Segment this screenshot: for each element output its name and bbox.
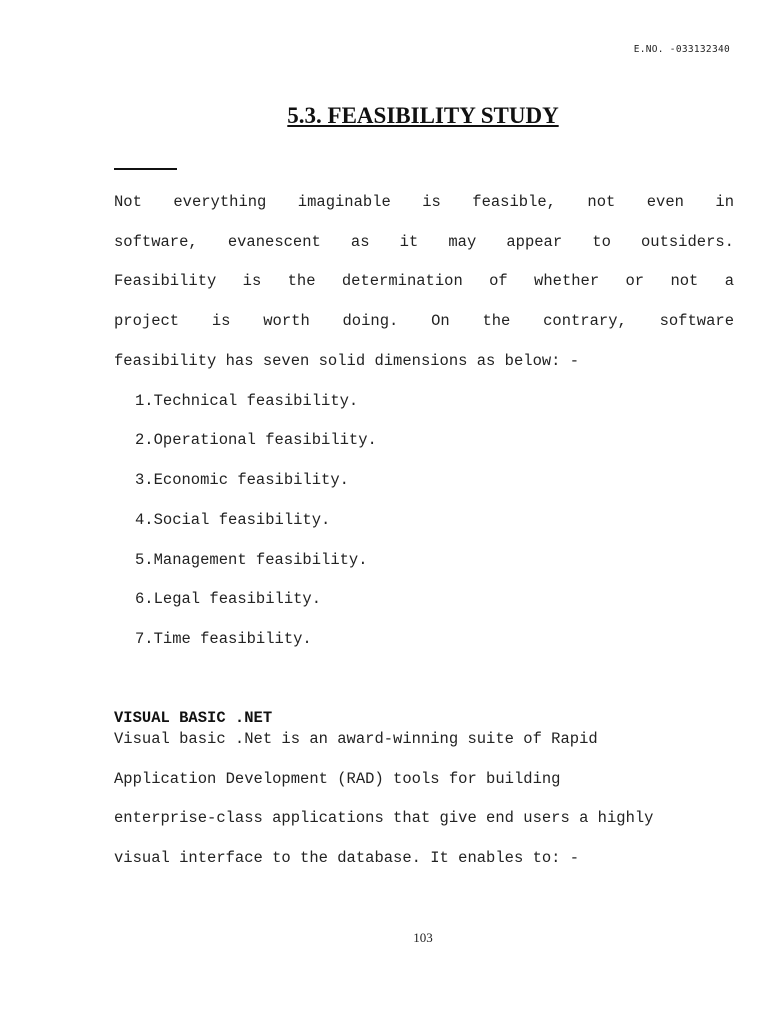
list-item: 2.Operational feasibility. (135, 431, 377, 449)
horizontal-rule (114, 168, 177, 170)
list-item: 6.Legal feasibility. (135, 590, 322, 608)
list-item: 7.Time feasibility. (135, 630, 312, 648)
list-item: 1.Technical feasibility. (135, 392, 359, 410)
paragraph-line: Application Development (RAD) tools for building (114, 770, 561, 788)
list-item: 3.Economic feasibility. (135, 471, 349, 489)
paragraph-line: Feasibility is the determination of whether or not a (114, 272, 734, 290)
paragraph-line: project is worth doing. On the contrary, software (114, 312, 734, 330)
paragraph-line: feasibility has seven solid dimensions as below: - (114, 352, 580, 370)
list-item: 5.Management feasibility. (135, 551, 368, 569)
paragraph-line: Not everything imaginable is feasible, not even in (114, 193, 734, 211)
paragraph-line: visual interface to the database. It enables to: - (114, 849, 580, 867)
enrollment-number: E.NO. -033132340 (633, 44, 730, 55)
paragraph-line: enterprise-class applications that give end users a highly (114, 809, 654, 827)
page-number: 103 (413, 930, 433, 945)
paragraph-line: Visual basic .Net is an award-winning suite of Rapid (114, 730, 598, 748)
list-item: 4.Social feasibility. (135, 511, 331, 529)
vb-section-heading: VISUAL BASIC .NET (114, 709, 273, 727)
paragraph-line: software, evanescent as it may appear to outsiders. (114, 233, 734, 251)
section-title: 5.3. FEASIBILITY STUDY (287, 103, 559, 128)
